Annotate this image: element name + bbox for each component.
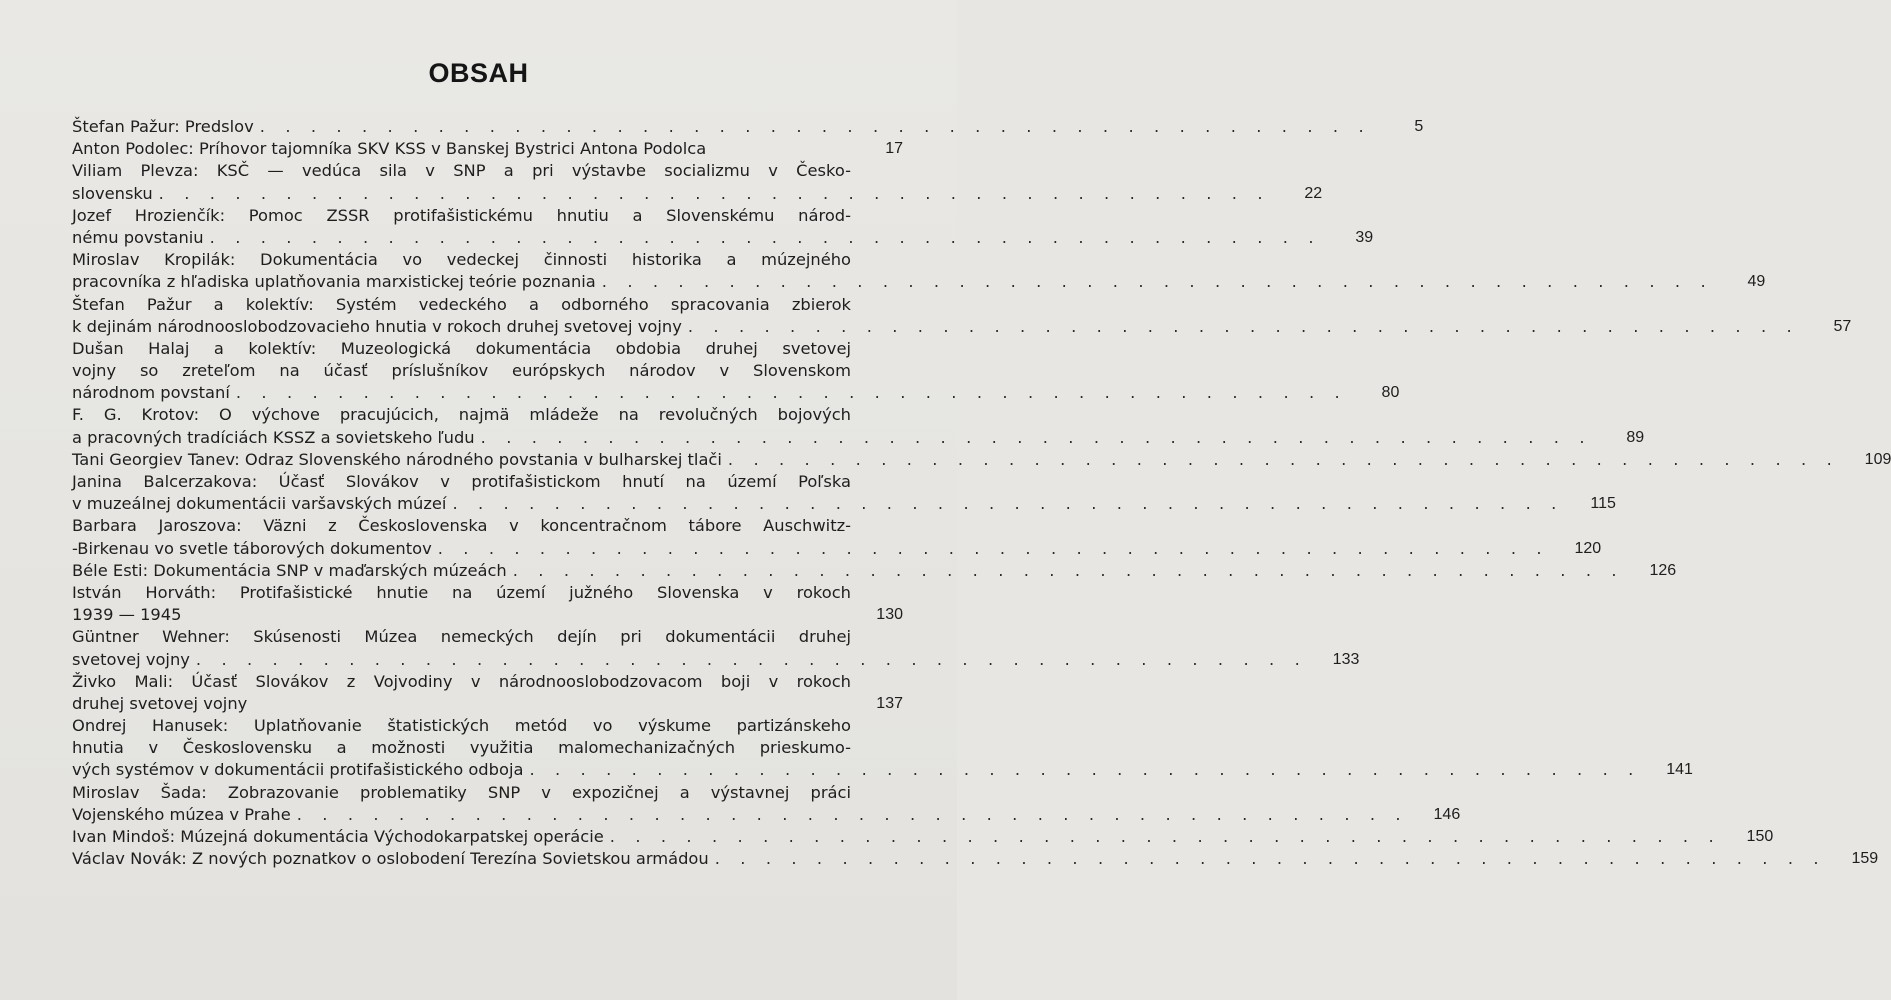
toc-page-number: 133 [1332, 650, 1360, 668]
toc-entry-text: vojny so zreteľom na účasť príslušníkov európskych národov v Slovenskom [72, 361, 851, 381]
leader-dots: . . . . . . . . . . . . . . . . . . . . . . . . . . . . . . . . . . . . . . . . . . . . [727, 449, 1840, 469]
spacer [247, 693, 851, 715]
toc-entry [72, 338, 1400, 405]
leader-dots: . . . . . . . . . . . . . . . . . . . . . . . . . . . . . . . . . . . . . . . . . . . . [714, 849, 1827, 869]
toc-entry-text: Béle Esti: Dokumentácia SNP v maďarských múzeách [72, 560, 507, 580]
toc-entry [72, 404, 1645, 448]
toc-entry [72, 582, 903, 626]
toc-entry [72, 782, 1461, 826]
toc-line [72, 227, 1374, 249]
leader-dots: . . . . . . . . . . . . . . . . . . . . . . . . . . . . . . . . . . . . . . . . . . . . [529, 760, 1641, 780]
toc-entry-text: Miroslav Kropilák: Dokumentácia vo vedeckej činnosti historika a múzejného [72, 250, 851, 270]
toc-line [72, 848, 1879, 870]
leader-dots: . . . . . . . . . . . . . . . . . . . . . . . . . . . . . . . . . . . . . . . . . . . . [195, 649, 1308, 669]
toc-line [72, 183, 1323, 205]
toc-page-number: 17 [885, 140, 903, 158]
toc-line [72, 360, 903, 382]
toc-line [72, 271, 1766, 293]
toc-line [72, 138, 903, 160]
toc-page-number: 89 [1626, 428, 1645, 446]
page-number-gutter [851, 515, 903, 537]
toc-line [72, 493, 1616, 515]
toc-page-number: 159 [1851, 850, 1879, 868]
toc-entry [72, 116, 1424, 138]
toc-entry-text: Barbara Jaroszova: Väzni z Československa v koncentračnom tábore Auschwitz- [72, 516, 851, 536]
spacer [182, 604, 851, 626]
leader-dots: . . . . . . . . . . . . . . . . . . . . . . . . . . . . . . . . . . . . . . . . . . . . [209, 227, 1322, 247]
toc-page-number: 109 [1864, 450, 1891, 468]
toc-page-number: 126 [1649, 561, 1677, 579]
page-number-gutter [851, 160, 903, 182]
toc-line [72, 449, 1891, 471]
toc-line [72, 160, 903, 182]
toc-page-number: 5 [1414, 118, 1424, 135]
toc-entry [72, 671, 903, 715]
toc-entry [72, 138, 903, 160]
toc-entry-text: hnutia v Československu a možnosti využitia malomechanizačných prieskumo- [72, 738, 851, 758]
toc-entry [72, 294, 1852, 338]
toc-line [72, 626, 903, 648]
toc-entry [72, 160, 1323, 204]
toc-entry [72, 826, 1774, 848]
toc-entry-text: Ondrej Hanusek: Uplatňovanie štatistických metód vo výskume partizánskeho [72, 716, 851, 736]
toc-line [72, 471, 903, 493]
toc-entry-text: 1939 — 1945 [72, 605, 182, 625]
toc-line [72, 826, 1774, 848]
page-number-gutter [851, 338, 903, 360]
leader-dots: . . . . . . . . . . . . . . . . . . . . . . . . . . . . . . . . . . . . . . . . . . . . [296, 804, 1409, 824]
toc-entry-text: F. G. Krotov: O výchove pracujúcich, najmä mládeže na revolučných bojových [72, 405, 851, 425]
toc-entry-text: Viliam Plevza: KSČ — vedúca sila v SNP a pri výstavbe socializmu v Česko- [72, 161, 851, 181]
toc-entry [72, 715, 1693, 782]
toc-line [72, 294, 903, 316]
toc-entry-text: národnom povstaní [72, 383, 230, 403]
toc-entry-text: v muzeálnej dokumentácii varšavských múzeí [72, 494, 447, 514]
toc-line [72, 782, 903, 804]
toc-entry-text: svetovej vojny [72, 649, 190, 669]
leader-dots: . . . . . . . . . . . . . . . . . . . . . . . . . . . . . . . . . . . . . . . . . . . . [158, 183, 1271, 203]
toc-entry [72, 205, 1374, 249]
toc-line [72, 582, 903, 604]
leader-dots: . . . . . . . . . . . . . . . . . . . . . . . . . . . . . . . . . . . . . . . . . . . . [480, 427, 1593, 447]
toc-line [72, 804, 1461, 826]
toc-entry-text: a pracovných tradíciách KSSZ a sovietskeho ľudu [72, 427, 475, 447]
leader-dots: . . . . . . . . . . . . . . . . . . . . . . . . . . . . . . . . . . . . . . . . . . . . [601, 272, 1714, 292]
toc-page-number: 146 [1433, 805, 1461, 823]
toc-entry-text: vých systémov v dokumentácii protifašistického odboja [72, 760, 524, 780]
table-of-contents [72, 116, 1891, 870]
toc-line [72, 715, 903, 737]
page-number-gutter [851, 205, 903, 227]
toc-entry-text: Živko Mali: Účasť Slovákov z Vojvodiny v národnooslobodzovacom boji v rokoch [72, 671, 851, 691]
toc-line [72, 649, 1360, 671]
toc-entry-text: Vojenského múzea v Prahe [72, 804, 291, 824]
toc-page-number: 57 [1833, 317, 1852, 335]
toc-entry [72, 626, 1360, 670]
toc-line [72, 693, 903, 715]
toc-line [72, 604, 903, 626]
spacer [706, 138, 851, 160]
toc-entry-text: pracovníka z hľadiska uplatňovania marxistickej teórie poznania [72, 272, 596, 292]
toc-line [72, 404, 903, 426]
toc-entry [72, 560, 1677, 582]
toc-line [72, 737, 903, 759]
toc-page-number: 39 [1355, 228, 1374, 246]
toc-entry-text: Janina Balcerzakova: Účasť Slovákov v protifašistickom hnutí na území Poľska [72, 472, 851, 491]
toc-page-number: 80 [1381, 384, 1400, 402]
toc-page-number: 22 [1304, 184, 1323, 202]
toc-entry-text: slovensku [72, 183, 153, 203]
toc-entry-text: Jozef Hrozienčík: Pomoc ZSSR protifašistickému hnutiu a Slovenskému národ- [72, 205, 851, 225]
toc-entry-text: -Birkenau vo svetle táborových dokumentov [72, 538, 432, 558]
toc-line [72, 382, 1400, 404]
page-number-gutter [851, 294, 903, 316]
leader-dots: . . . . . . . . . . . . . . . . . . . . . . . . . . . . . . . . . . . . . . . . . . . . [512, 560, 1625, 580]
leader-dots: . . . . . . . . . . . . . . . . . . . . . . . . . . . . . . . . . . . . . . . . . . . . [235, 383, 1348, 403]
toc-line [72, 316, 1852, 338]
toc-entry-text: k dejinám národnooslobodzovacieho hnutia v rokoch druhej svetovej vojny [72, 316, 682, 336]
page-number-gutter [851, 737, 903, 759]
page-number-gutter [851, 249, 903, 271]
toc-entry [72, 471, 1616, 515]
toc-entry-text: Miroslav Šada: Zobrazovanie problematiky SNP v expozičnej a výstavnej práci [72, 782, 851, 802]
leader-dots: . . . . . . . . . . . . . . . . . . . . . . . . . . . . . . . . . . . . . . . . . . . . [452, 494, 1564, 514]
toc-line [72, 116, 1424, 138]
toc-entry-text: Tani Georgiev Tanev: Odraz Slovenského národného povstania v bulharskej tlači [72, 449, 722, 469]
toc-entry [72, 249, 1766, 293]
toc-entry-text: Anton Podolec: Príhovor tajomníka SKV KSS v Banskej Bystrici Antona Podolca [72, 139, 707, 159]
toc-page-number: 49 [1747, 273, 1766, 291]
toc-page-number: 120 [1574, 539, 1602, 557]
toc-line [72, 515, 903, 537]
page-number-gutter [851, 782, 903, 804]
toc-line [72, 671, 903, 693]
toc-entry [72, 848, 1879, 870]
toc-page-number: 150 [1746, 828, 1774, 845]
leader-dots: . . . . . . . . . . . . . . . . . . . . . . . . . . . . . . . . . . . . . . . . . . . . [609, 827, 1722, 846]
toc-page-number: 141 [1666, 761, 1693, 779]
toc-entry-text: Štefan Pažur a kolektív: Systém vedeckého a odborného spracovania zbierok [72, 294, 851, 314]
leader-dots: . . . . . . . . . . . . . . . . . . . . . . . . . . . . . . . . . . . . . . . . . . . . [437, 538, 1550, 558]
toc-page-number: 137 [876, 694, 903, 712]
toc-entry [72, 449, 1891, 471]
toc-entry-text: nému povstaniu [72, 227, 204, 247]
toc-entry-text: druhej svetovej vojny [72, 693, 248, 713]
page-number-gutter [851, 471, 903, 493]
toc-page-number: 115 [1590, 495, 1616, 513]
toc-line [72, 205, 903, 227]
toc-line [72, 759, 1693, 781]
page-number-gutter [851, 671, 903, 693]
toc-line [72, 560, 1677, 582]
leader-dots: . . . . . . . . . . . . . . . . . . . . . . . . . . . . . . . . . . . . . . . . . . . . [687, 316, 1800, 336]
toc-entry [72, 515, 1602, 559]
page-number-gutter [851, 360, 903, 382]
toc-line [72, 249, 903, 271]
toc-line [72, 538, 1602, 560]
toc-entry-text: István Horváth: Protifašistické hnutie na území južného Slovenska v rokoch [72, 582, 851, 602]
toc-entry-text: Štefan Pažur: Predslov [72, 117, 254, 136]
toc-entry-text: Dušan Halaj a kolektív: Muzeologická dokumentácia obdobia druhej svetovej [72, 338, 851, 358]
leader-dots: . . . . . . . . . . . . . . . . . . . . . . . . . . . . . . . . . . . . . . . . . . . . [259, 117, 1372, 136]
toc-entry-text: Václav Novák: Z nových poznatkov o oslobodení Terezína Sovietskou armádou [72, 849, 709, 869]
toc-line [72, 338, 903, 360]
toc-entry-text: Güntner Wehner: Skúsenosti Múzea nemeckých dejín pri dokumentácii druhej [72, 627, 851, 647]
page-number-gutter [851, 626, 903, 648]
page-title: OBSAH [428, 58, 529, 88]
toc-entry-text: Ivan Mindoš: Múzejná dokumentácia Východokarpatskej operácie [72, 827, 604, 846]
toc-line [72, 427, 1645, 449]
page-number-gutter [851, 404, 903, 426]
page-number-gutter [851, 715, 903, 737]
toc-page-number: 130 [876, 606, 903, 624]
page-number-gutter [851, 582, 903, 604]
